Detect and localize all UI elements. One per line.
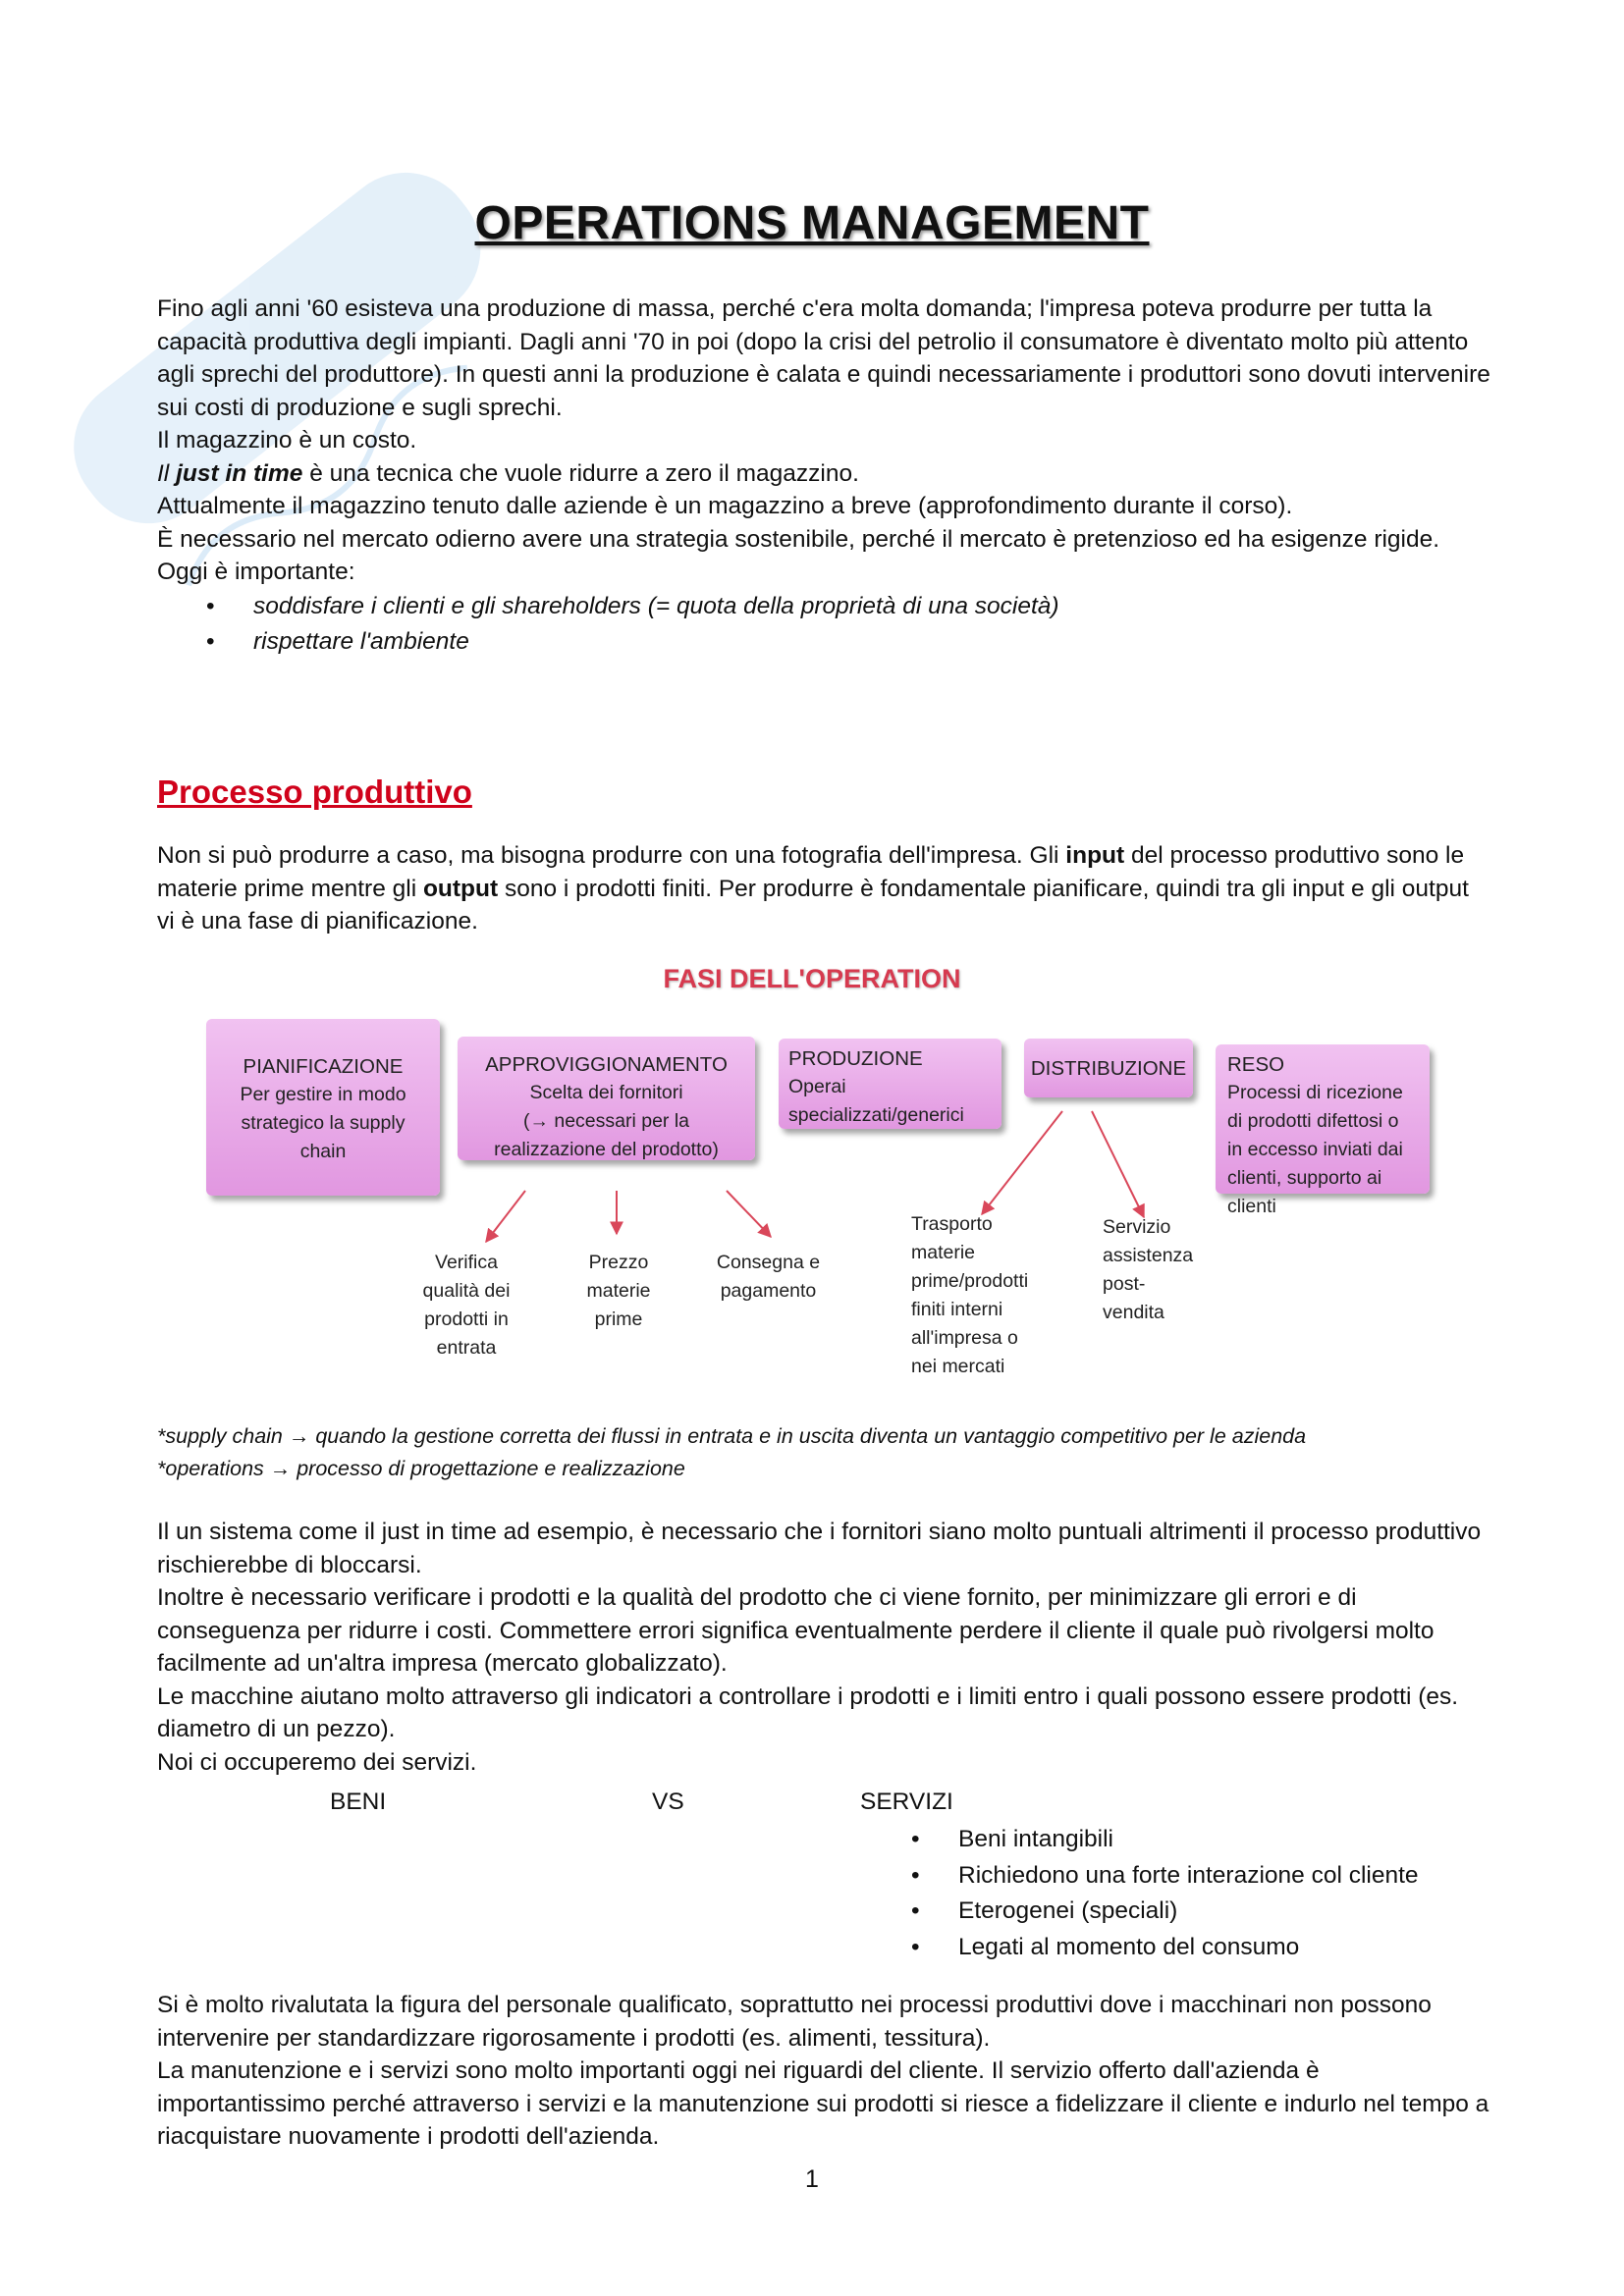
body-paragraph: Inoltre è necessario verificare i prodotti e la qualità del prodotto che ci viene fornito, per minimizzare gli errori e di conseguenza per ridurre i costi. Commettere errori significa eventualmente perdere il cliente il quale può rivolgersi molto facilmente ad un'altra impresa (mercato globalizzato).: [157, 1584, 1435, 1677]
box-body: Processi di ricezione di prodotti difettosi o in eccesso inviati dai clienti, supporto ai clienti: [1227, 1082, 1403, 1217]
label-servizio: Servizio assistenza post-vendita: [1103, 1216, 1194, 1323]
label-prezzo: Prezzo materie prime: [586, 1252, 651, 1330]
vs-label: VS: [652, 1789, 684, 1815]
box-title: PIANIFICAZIONE: [243, 1055, 404, 1078]
services-list: [852, 1822, 1419, 1965]
jit-sentence: [157, 457, 1492, 491]
box-title: RESO: [1227, 1053, 1285, 1076]
body-paragraph: La manutenzione e i servizi sono molto importanti oggi nei riguardi del cliente. Il servizio offerto dall'azienda è importantissimo perché attraverso i servizi e la manutenzione sui prodotti si riesce a fidelizzare il cliente e indurlo nel tempo a riacquistare nuovamente i prodotti dell'azienda.: [157, 2057, 1489, 2150]
intro-paragraph-2: Il magazzino è un costo.: [157, 427, 417, 454]
list-item: • Legati al momento del consumo: [852, 1930, 1419, 1966]
list-item: • soddisfare i clienti e gli shareholders (= quota della proprietà di una società): [157, 589, 1492, 624]
arrow-trasporto: [982, 1111, 1062, 1214]
box-title: APPROVIGGIONAMENTO: [485, 1053, 728, 1076]
box-body: Per gestire in modo strategico la supply chain: [240, 1084, 406, 1162]
intro-paragraph-4: È necessario nel mercato odierno avere una strategia sostenibile, perché il mercato è pretenzioso ed ha esigenze rigide.: [157, 525, 1440, 553]
jit-suffix: è una tecnica che vuole ridurre a zero il magazzino.: [302, 459, 859, 487]
label-verifica: Verifica qualità dei prodotti in entrata: [422, 1252, 511, 1359]
beni-label: BENI: [330, 1789, 387, 1815]
body-section-2: [157, 1516, 1492, 1779]
box-body: Operai specializzati/generici: [788, 1076, 964, 1126]
jit-prefix: Il: [157, 459, 177, 487]
intro-paragraph-3: Attualmente il magazzino tenuto dalle aziende è un magazzino a breve (approfondimento durante il corso).: [157, 493, 1293, 519]
arrow-verifica: [486, 1191, 525, 1242]
servizi-label: SERVIZI: [860, 1789, 953, 1815]
footnote-operations: *operations → processo di progettazione e realizzazione: [157, 1457, 685, 1480]
output-term: output: [422, 875, 499, 902]
box-title: PRODUZIONE: [788, 1047, 923, 1070]
intro-section: [157, 293, 1492, 660]
importance-list: [157, 589, 1492, 660]
arrow-consegna: [727, 1191, 771, 1237]
section-heading: Processo produttivo: [157, 774, 472, 810]
section-paragraph: [157, 839, 1492, 938]
box-body-line: realizzazione del prodotto): [494, 1139, 719, 1160]
body-paragraph: Si è molto rivalutata la figura del personale qualificato, soprattutto nei processi produttivi dove i macchinari non possono intervenire per standardizzare rigorosamente i prodotti (es. alimenti, tessitura).: [157, 1992, 1432, 2052]
arrow-servizio: [1092, 1111, 1144, 1217]
body-paragraph: Noi ci occuperemo dei servizi.: [157, 1748, 477, 1776]
box-body-line: Scelta dei fornitori: [529, 1082, 683, 1103]
footnote-supply-chain: *supply chain → quando la gestione corretta dei flussi in entrata e in uscita diventa un vantaggio competitivo per le azienda: [157, 1424, 1307, 1448]
body-section-3: [157, 1989, 1492, 2154]
section-text-part: del processo produttivo sono le materie prime mentre gli: [157, 842, 1465, 902]
list-item: • Beni intangibili: [852, 1822, 1419, 1858]
list-item: • rispettare l'ambiente: [157, 624, 1492, 660]
page-number: 1: [805, 2165, 819, 2193]
list-item: • Richiedono una forte interazione col cliente: [852, 1858, 1419, 1895]
section-text-part: sono i prodotti finiti. Per produrre è fondamentale pianificare, quindi tra gli input e gli output vi è una fase di pianificazione.: [157, 875, 1469, 934]
body-paragraph: Il un sistema come il just in time ad esempio, è necessario che i fornitori siano molto puntuali altrimenti il processo produttivo rischierebbe di bloccarsi.: [157, 1519, 1482, 1578]
label-consegna: Consegna e pagamento: [716, 1252, 821, 1302]
body-paragraph: Le macchine aiutano molto attraverso gli indicatori a controllare i prodotti e i limiti entro i quali possono essere prodotti (es. diametro di un pezzo).: [157, 1682, 1459, 1742]
page-title: OPERATIONS MANAGEMENT: [474, 197, 1150, 249]
input-term: input: [1065, 842, 1125, 869]
section-text-part: Non si può produrre a caso, ma bisogna produrre con una fotografia dell'impresa. Gli: [157, 842, 1066, 869]
box-body-line: (→ necessari per la: [522, 1110, 690, 1132]
intro-paragraph-1: Fino agli anni '60 esisteva una produzione di massa, perché c'era molta domanda; l'impresa poteva produrre per tutta la capacità produttiva degli impianti. Dagli anni '70 in poi (dopo la crisi del petrolio il consumatore è diventato molto più attento agli sprechi del produttore). In questi anni la produzione è calata e quindi necessariamente i produttori sono dovuti intervenire sui costi di produzione e sugli sprechi.: [157, 295, 1490, 421]
footnotes: [157, 1420, 1532, 1485]
intro-paragraph-5: Oggi è importante:: [157, 559, 355, 585]
diagram-title: FASI DELL'OPERATION: [663, 964, 961, 993]
jit-term: just in time: [176, 459, 303, 487]
label-trasporto: Trasporto materie prime/prodotti finiti interni all'impresa o nei mercati: [911, 1213, 1029, 1377]
diagram-arrows: [0, 952, 1624, 1394]
box-title: DISTRIBUZIONE: [1030, 1057, 1187, 1080]
list-item: • Eterogenei (speciali): [852, 1894, 1419, 1930]
operation-phases-diagram: [0, 952, 1624, 1394]
